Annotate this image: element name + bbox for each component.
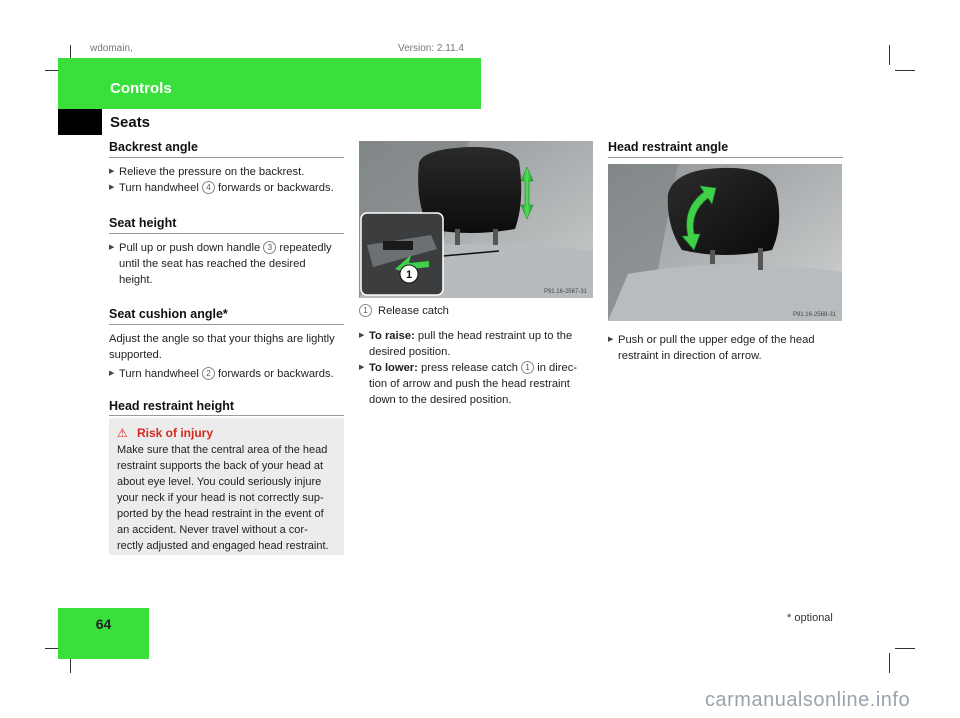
callout-number: 4	[202, 181, 215, 194]
backrest-instructions	[109, 164, 349, 196]
figure-code: P91.16-2567-31	[543, 289, 587, 295]
meta-right: Version: 2.11.4	[398, 43, 464, 52]
meta-left: wdomain,	[90, 43, 133, 52]
warning-text	[117, 442, 345, 554]
text-line: restraint in direction of arrow.	[618, 350, 762, 362]
text-line: an accident. Never travel without a cor-	[117, 524, 308, 536]
warning-triangle-icon: ⚠	[117, 426, 128, 440]
divider	[109, 324, 344, 325]
bullet-item: ▶ To lower: press release catch 1 in direc-	[359, 360, 599, 376]
figure1-legend	[359, 303, 599, 319]
warning-title: Risk of injury	[137, 426, 214, 440]
warning-header	[117, 424, 213, 442]
restraint-height-instructions	[359, 328, 599, 408]
photo-illustration	[608, 164, 842, 321]
crop-mark	[895, 70, 915, 71]
bullet-item: ▶ Push or pull the upper edge of the head	[608, 332, 848, 348]
footnote: * optional	[787, 612, 833, 624]
text-line: desired position.	[369, 346, 451, 358]
photo-callout: 1	[405, 269, 413, 281]
section-label: Controls	[110, 80, 172, 97]
crop-mark	[895, 648, 915, 649]
text-line: tion of arrow and push the head restraint	[369, 378, 570, 390]
header-black-tab	[58, 109, 102, 135]
text-line: ported by the head restraint in the event of	[117, 508, 324, 520]
bullet-item: ▶ Pull up or push down handle 3 repeatedly	[109, 240, 349, 256]
bullet-item: ▶ Turn handwheel 2 forwards or backwards.	[109, 366, 349, 382]
text-line: restraint supports the back of your head at	[117, 460, 324, 472]
divider	[608, 157, 843, 158]
text-line: down to the desired position.	[369, 394, 512, 406]
restraint-height-heading: Head restraint height	[109, 399, 235, 413]
callout-number: 2	[202, 367, 215, 380]
callout-number: 1	[359, 304, 372, 317]
seat-cushion-text	[109, 331, 349, 382]
text-line: until the seat has reached the desired	[119, 258, 306, 270]
seat-height-heading: Seat height	[109, 216, 177, 230]
divider	[109, 157, 344, 158]
text-line: your neck if your head is not correctly sup-	[117, 492, 324, 504]
legend-text: Release catch	[378, 305, 449, 317]
seat-height-instructions	[109, 240, 349, 288]
bullet-item: ▶ Relieve the pressure on the backrest.	[109, 164, 349, 180]
divider	[109, 233, 344, 234]
head-restraint-height-photo	[359, 141, 593, 298]
watermark: carmanualsonline.info	[705, 689, 911, 711]
text-line: Make sure that the central area of the head	[117, 444, 328, 456]
crop-mark	[889, 45, 890, 65]
callout-number: 1	[521, 361, 534, 374]
warning-box	[109, 418, 344, 555]
backrest-heading: Backrest angle	[109, 140, 198, 154]
text-line: supported.	[109, 349, 162, 361]
crop-mark	[889, 653, 890, 673]
page-title: Seats	[110, 114, 151, 131]
bullet-item: ▶ Turn handwheel 4 forwards or backwards.	[109, 180, 349, 196]
text-line: rectly adjusted and engaged head restraint.	[117, 540, 329, 552]
restraint-angle-instructions	[608, 332, 848, 364]
head-restraint-angle-photo	[608, 164, 842, 321]
text-line: about eye level. You could seriously injure	[117, 476, 322, 488]
seat-cushion-heading: Seat cushion angle*	[109, 307, 228, 321]
text-line: Adjust the angle so that your thighs are lightly	[109, 333, 335, 345]
figure-code: P91.16-2568-31	[792, 312, 836, 318]
page-number: 64	[95, 616, 112, 632]
photo-illustration	[359, 141, 593, 298]
restraint-angle-heading: Head restraint angle	[608, 140, 729, 154]
callout-number: 3	[263, 241, 276, 254]
text-line: height.	[119, 274, 153, 286]
divider	[109, 415, 344, 416]
bullet-item: ▶ To raise: pull the head restraint up to the	[359, 328, 599, 344]
